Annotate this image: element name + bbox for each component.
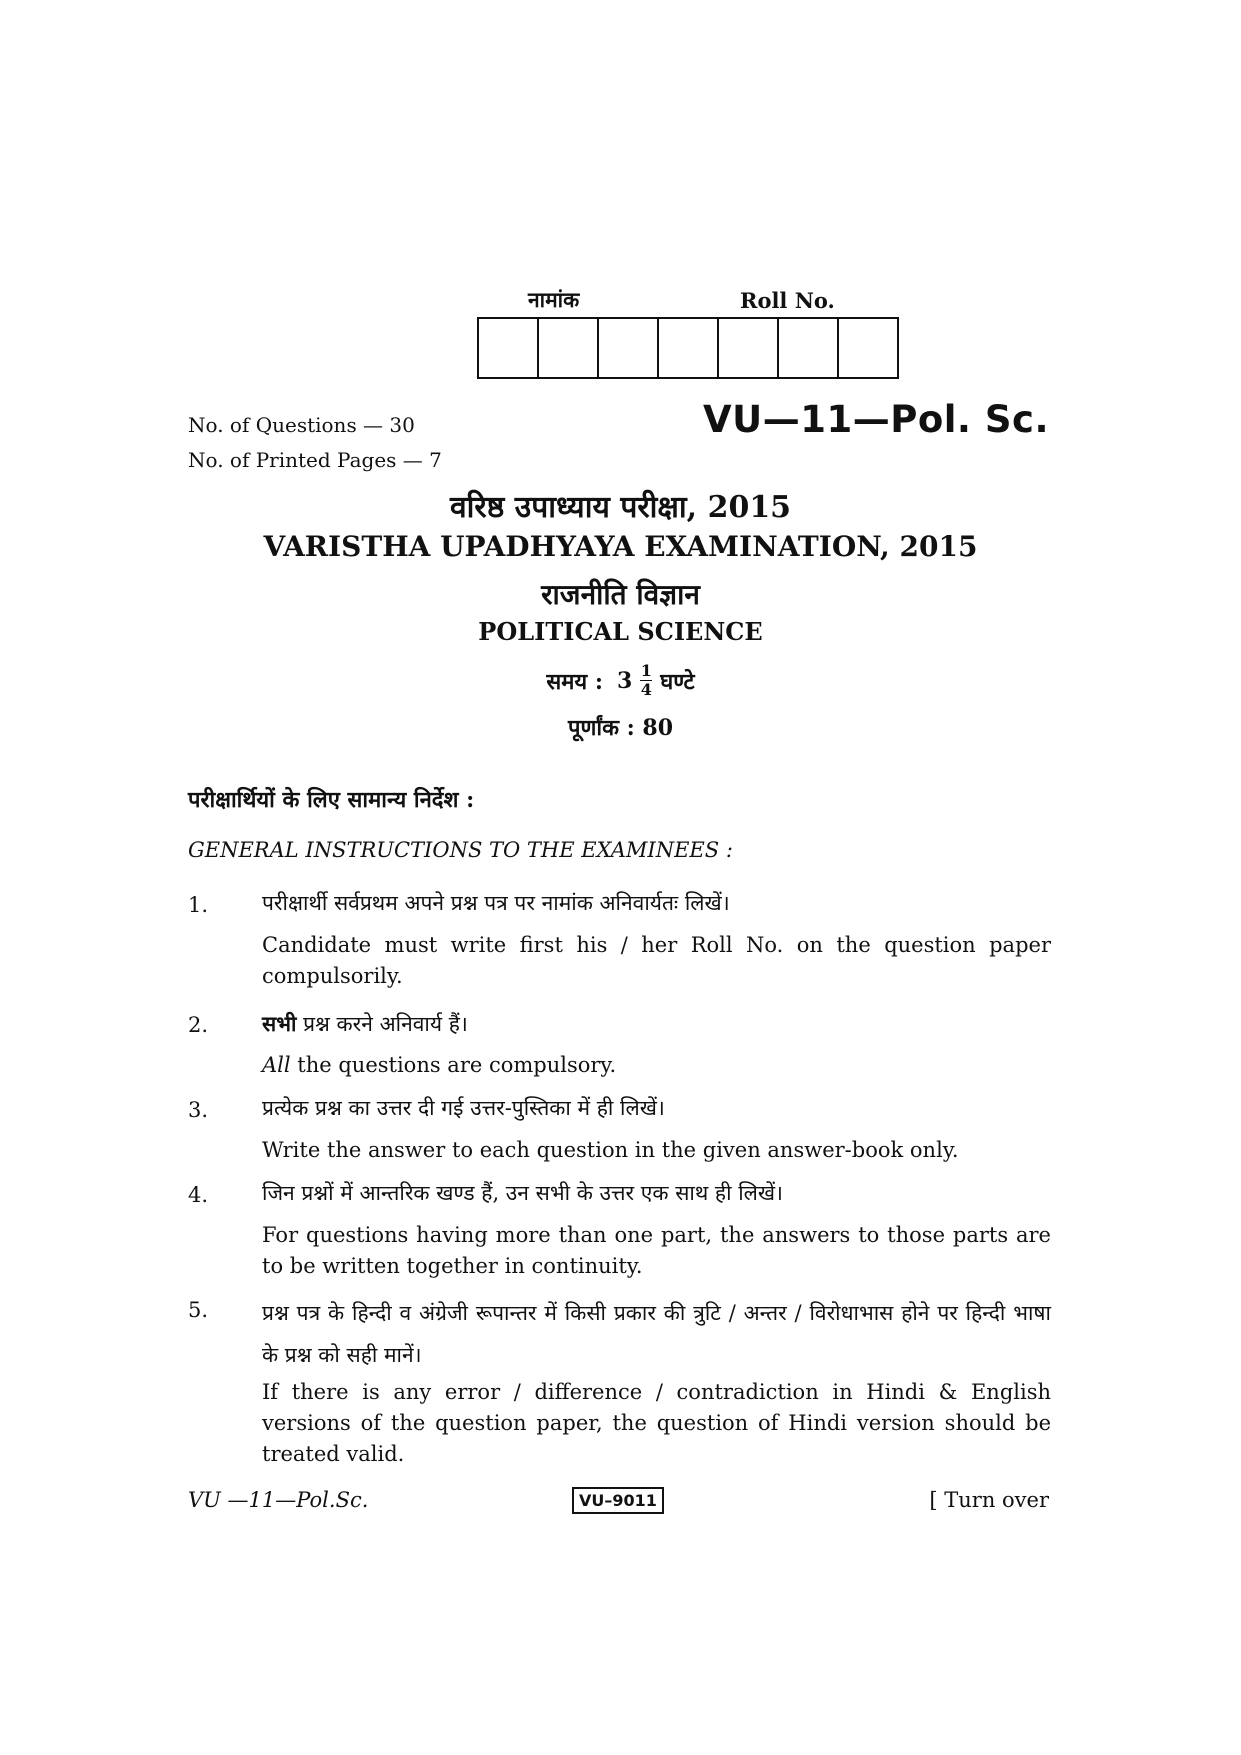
time-fraction	[640, 662, 652, 699]
footer-paper-code: VU —11—Pol.Sc.	[188, 1488, 369, 1512]
instruction-hindi: प्रश्न पत्र के हिन्दी व अंग्रेजी रूपान्तर में किसी प्रकार की त्रुटि / अन्तर / विरोधाभास होने पर हिन्दी भाषा के प्रश्न को सही मानें।	[262, 1301, 1051, 1367]
instruction-hindi-bold: सभी	[262, 1011, 297, 1036]
number-of-questions: No. of Questions — 30	[188, 413, 415, 437]
instruction-english: For questions having more than one part, the answers to those parts are to be written together in continuity.	[262, 1223, 1051, 1278]
roll-digit-box[interactable]	[539, 319, 599, 377]
instruction-hindi: जिन प्रश्नों में आन्तरिक खण्ड हैं, उन सभी के उत्तर एक साथ ही लिखें।	[262, 1181, 784, 1205]
subject-english: POLITICAL SCIENCE	[478, 617, 763, 646]
instruction-english: If there is any error / difference / contradiction in Hindi & English versions of the question paper, the question of Hindi version should be treated valid.	[262, 1380, 1051, 1466]
time-label: समय :	[546, 668, 603, 695]
instruction-english: Candidate must write first his / her Roll No. on the question paper compulsorily.	[262, 933, 1051, 988]
exam-title-hindi: वरिष्ठ उपाध्याय परीक्षा, 2015	[449, 490, 792, 525]
instruction-english-italic: All	[262, 1053, 291, 1077]
instruction-english: All the questions are compulsory.	[262, 1053, 617, 1077]
roll-number-boxes[interactable]	[477, 317, 899, 379]
roll-label-hindi: नामांक	[528, 287, 580, 312]
instruction-hindi: प्रत्येक प्रश्न का उत्तर दी गई उत्तर-पुस्तिका में ही लिखें।	[262, 1096, 665, 1120]
instruction-number: 3.	[188, 1098, 209, 1122]
turn-over-note: [ Turn over	[929, 1488, 1049, 1512]
time-numerator: 1	[640, 661, 652, 680]
instruction-number: 1.	[188, 893, 209, 917]
paper-code: VU—11—Pol. Sc.	[703, 398, 1049, 441]
instruction-number: 5.	[188, 1298, 209, 1322]
instruction-number: 2.	[188, 1013, 209, 1037]
instructions-heading-english: GENERAL INSTRUCTIONS TO THE EXAMINEES :	[188, 838, 733, 862]
roll-digit-box[interactable]	[479, 319, 539, 377]
instruction-english: Write the answer to each question in the given answer-book only.	[262, 1138, 959, 1162]
time-denominator: 4	[640, 680, 652, 699]
roll-digit-box[interactable]	[779, 319, 839, 377]
instruction-hindi: सभी प्रश्न करने अनिवार्य हैं।	[262, 1011, 468, 1036]
exam-title-english: VARISTHA UPADHYAYA EXAMINATION, 2015	[263, 530, 978, 563]
time-whole: 3	[616, 667, 633, 694]
number-of-pages: No. of Printed Pages — 7	[188, 448, 442, 472]
instructions-heading-hindi: परीक्षार्थियों के लिए सामान्य निर्देश :	[188, 787, 475, 813]
maximum-marks: पूर्णांक : 80	[567, 715, 674, 741]
roll-digit-box[interactable]	[719, 319, 779, 377]
time-unit: घण्टे	[660, 668, 695, 695]
footer-series-code: VU–9011	[572, 1487, 664, 1514]
subject-hindi: राजनीति विज्ञान	[541, 578, 700, 611]
roll-digit-box[interactable]	[659, 319, 719, 377]
roll-label-english: Roll No.	[740, 288, 835, 313]
instruction-hindi: परीक्षार्थी सर्वप्रथम अपने प्रश्न पत्र पर नामांक अनिवार्यतः लिखें।	[262, 891, 730, 915]
roll-digit-box[interactable]	[599, 319, 659, 377]
time-allowed	[0, 662, 1241, 699]
roll-digit-box[interactable]	[839, 319, 897, 377]
instruction-number: 4.	[188, 1183, 209, 1207]
